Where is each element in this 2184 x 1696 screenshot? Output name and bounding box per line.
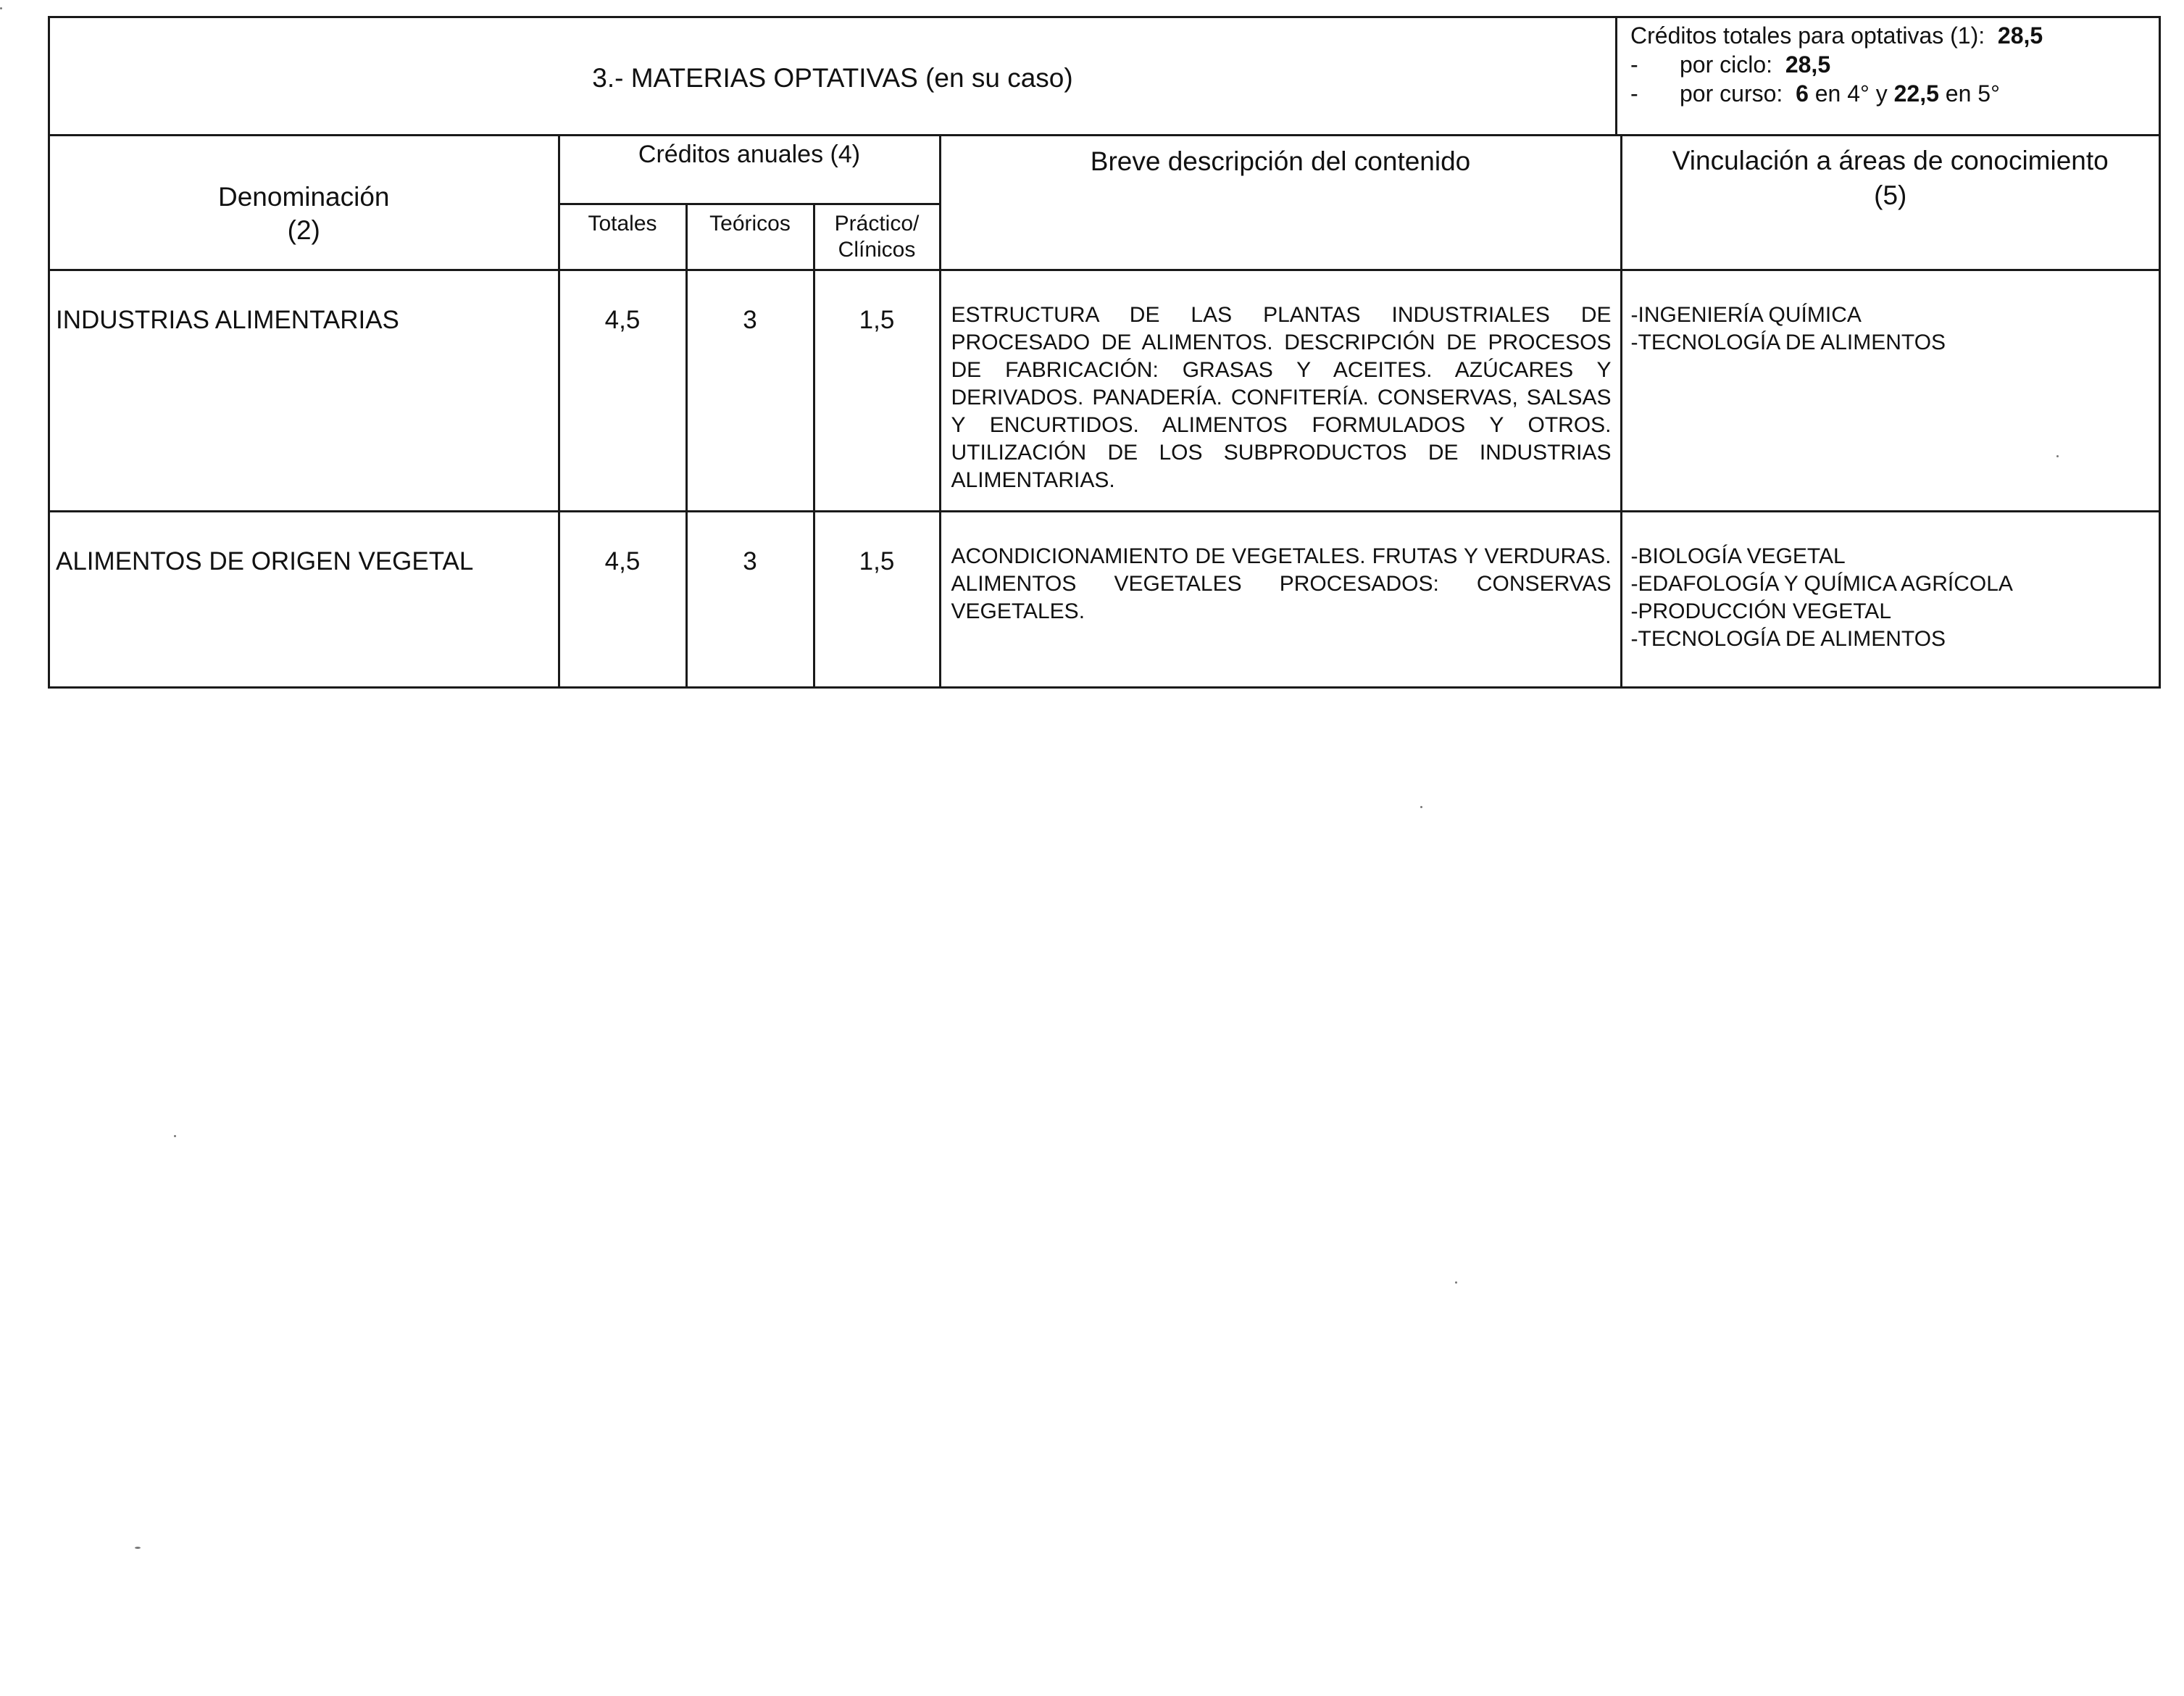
table-row — [50, 512, 2159, 687]
subject-description: ACONDICIONAMIENTO DE VEGETALES. FRUTAS Y VERDURAS. ALIMENTOS VEGETALES PROCESADOS: CONSERVAS VEGETALES. — [940, 512, 1621, 687]
header-row — [50, 136, 2159, 204]
area-item: -TECNOLOGÍA DE ALIMENTOS — [1630, 627, 1946, 651]
credits-ciclo-value: 28,5 — [1785, 51, 1831, 78]
area-item: -BIOLOGÍA VEGETAL — [1630, 544, 1846, 568]
header-descripcion: Breve descripción del contenido — [940, 136, 1621, 270]
section-title: 3.- MATERIAS OPTATIVAS (en su caso) — [592, 63, 1073, 93]
table-row — [50, 270, 2159, 512]
scan-speck — [174, 1135, 176, 1137]
header-vinculacion: Vinculación a áreas de conocimiento (5) — [1621, 136, 2159, 270]
credits-curso-b: 22,5 — [1893, 80, 1939, 107]
subject-areas — [1621, 270, 2159, 512]
scan-speck — [1420, 806, 1422, 808]
credits-ciclo-label: por ciclo: — [1680, 51, 1773, 78]
header-practico: Práctico/ Clínicos — [814, 204, 940, 270]
credits-practicos: 1,5 — [814, 270, 940, 512]
area-item: -PRODUCCIÓN VEGETAL — [1630, 599, 1892, 623]
credits-total — [1630, 21, 2159, 50]
scan-speck — [2056, 455, 2059, 457]
credits-curso-b-text: en 5° — [1945, 80, 2000, 107]
credits-teoricos: 3 — [686, 270, 814, 512]
credits-curso: - por curso: 6 en 4° y 22,5 en 5° — [1630, 80, 2000, 107]
header-teoricos: Teóricos — [686, 204, 814, 270]
credits-practicos: 1,5 — [814, 512, 940, 687]
area-item: -INGENIERÍA QUÍMICA — [1630, 303, 1862, 327]
scan-speck — [135, 1547, 141, 1549]
credits-total-value: 28,5 — [1997, 22, 2043, 49]
header-creditos: Créditos anuales (4) — [559, 136, 940, 204]
scan-speck — [0, 7, 2, 9]
credits-total-label: Créditos totales para optativas (1): — [1630, 22, 1985, 49]
credits-curso-a-text: en 4° y — [1814, 80, 1888, 107]
credits-ciclo: - por ciclo: 28,5 — [1630, 51, 1831, 78]
optativas-table — [48, 16, 2161, 689]
subject-name: ALIMENTOS DE ORIGEN VEGETAL — [50, 512, 559, 687]
credits-teoricos: 3 — [686, 512, 814, 687]
credits-totales: 4,5 — [559, 270, 686, 512]
header-denominacion: Denominación (2) — [50, 136, 559, 270]
scan-speck — [1455, 1281, 1457, 1284]
credits-summary — [1615, 18, 2159, 134]
credits-curso-label: por curso: — [1680, 80, 1783, 107]
credits-totales: 4,5 — [559, 512, 686, 687]
subject-description: ESTRUCTURA DE LAS PLANTAS INDUSTRIALES DE PROCESADO DE ALIMENTOS. DESCRIPCIÓN DE PROCESOS DE FABRICACIÓN: GRASAS Y ACEITES. AZÚCARES Y DERIVADOS. PANADERÍA. CONFITERÍA. CONSERVAS, SALSAS Y ENCURTIDOS. ALIMENTOS FORMULADOS Y OTROS. UTILIZACIÓN DE LOS SUBPRODUCTOS DE INDUSTRIAS ALIMENTARIAS. — [940, 270, 1621, 512]
header-totales: Totales — [559, 204, 686, 270]
credits-curso-a: 6 — [1796, 80, 1809, 107]
area-item: -TECNOLOGÍA DE ALIMENTOS — [1630, 331, 1946, 354]
subjects-grid — [50, 136, 2159, 686]
area-item: -EDAFOLOGÍA Y QUÍMICA AGRÍCOLA — [1630, 572, 2013, 596]
title-band — [50, 18, 2159, 136]
subject-areas — [1621, 512, 2159, 687]
subject-name: INDUSTRIAS ALIMENTARIAS — [50, 270, 559, 512]
